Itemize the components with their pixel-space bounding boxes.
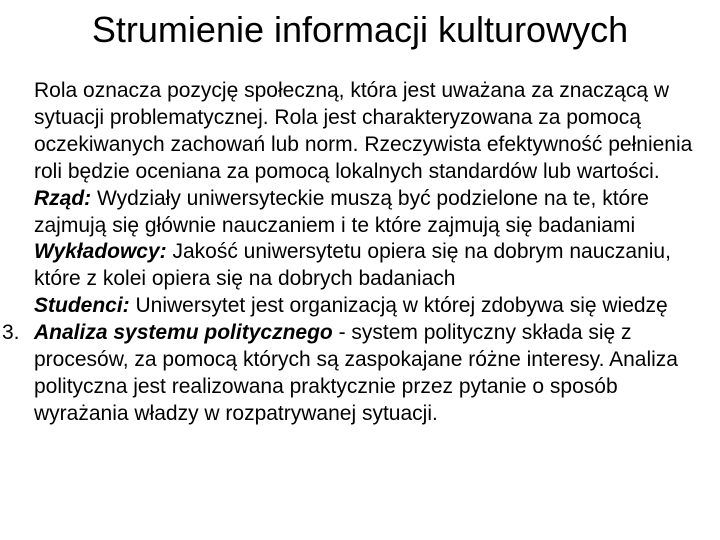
paragraph-government — [34, 186, 714, 240]
paragraph-lecturers-label: Wykładowcy: — [34, 240, 167, 264]
slide-body — [0, 78, 720, 428]
list-item-political-analysis — [2, 320, 714, 428]
paragraph-government-text: Wydziały uniwersyteckie muszą być podzielone na te, które zajmują się głównie nauczaniem i te które zajmują się badaniami — [34, 186, 649, 237]
political-analysis-text: - system polityczny składa się z procesów, za pomocą których są zaspokajane różne interesy. Analiza polityczna jest realizowana praktycznie przez pytanie o sposób wyrażania władzy w rozpatrywanej sytuacji. — [34, 321, 678, 425]
paragraph-students — [34, 293, 714, 320]
paragraph-role-text: Rola oznacza pozycję społeczną, która jest uważana za znaczącą w sytuacji problematycznej. Rola jest charakteryzowana za pomocą oczekiwanych zachowań lub norm. Rzeczywista efektywność pełnienia roli będzie oceniana za pomocą lokalnych standardów lub wartości. — [34, 79, 693, 183]
paragraph-role — [34, 78, 714, 186]
paragraph-government-label: Rząd: — [34, 186, 92, 210]
paragraph-students-text: Uniwersytet jest organizacją w której zdobywa się wiedzę — [129, 294, 668, 318]
paragraph-lecturers-text: Jakość uniwersytetu opiera się na dobrym nauczaniu, które z kolei opiera się na dobrych badaniach — [34, 240, 671, 291]
slide-title: Strumienie informacji kulturowych — [91, 9, 629, 50]
paragraph-students-label: Studenci: — [34, 294, 130, 318]
political-analysis-label: Analiza systemu politycznego — [34, 321, 333, 345]
list-item-number: 3. — [2, 321, 20, 345]
paragraph-lecturers — [34, 239, 714, 293]
